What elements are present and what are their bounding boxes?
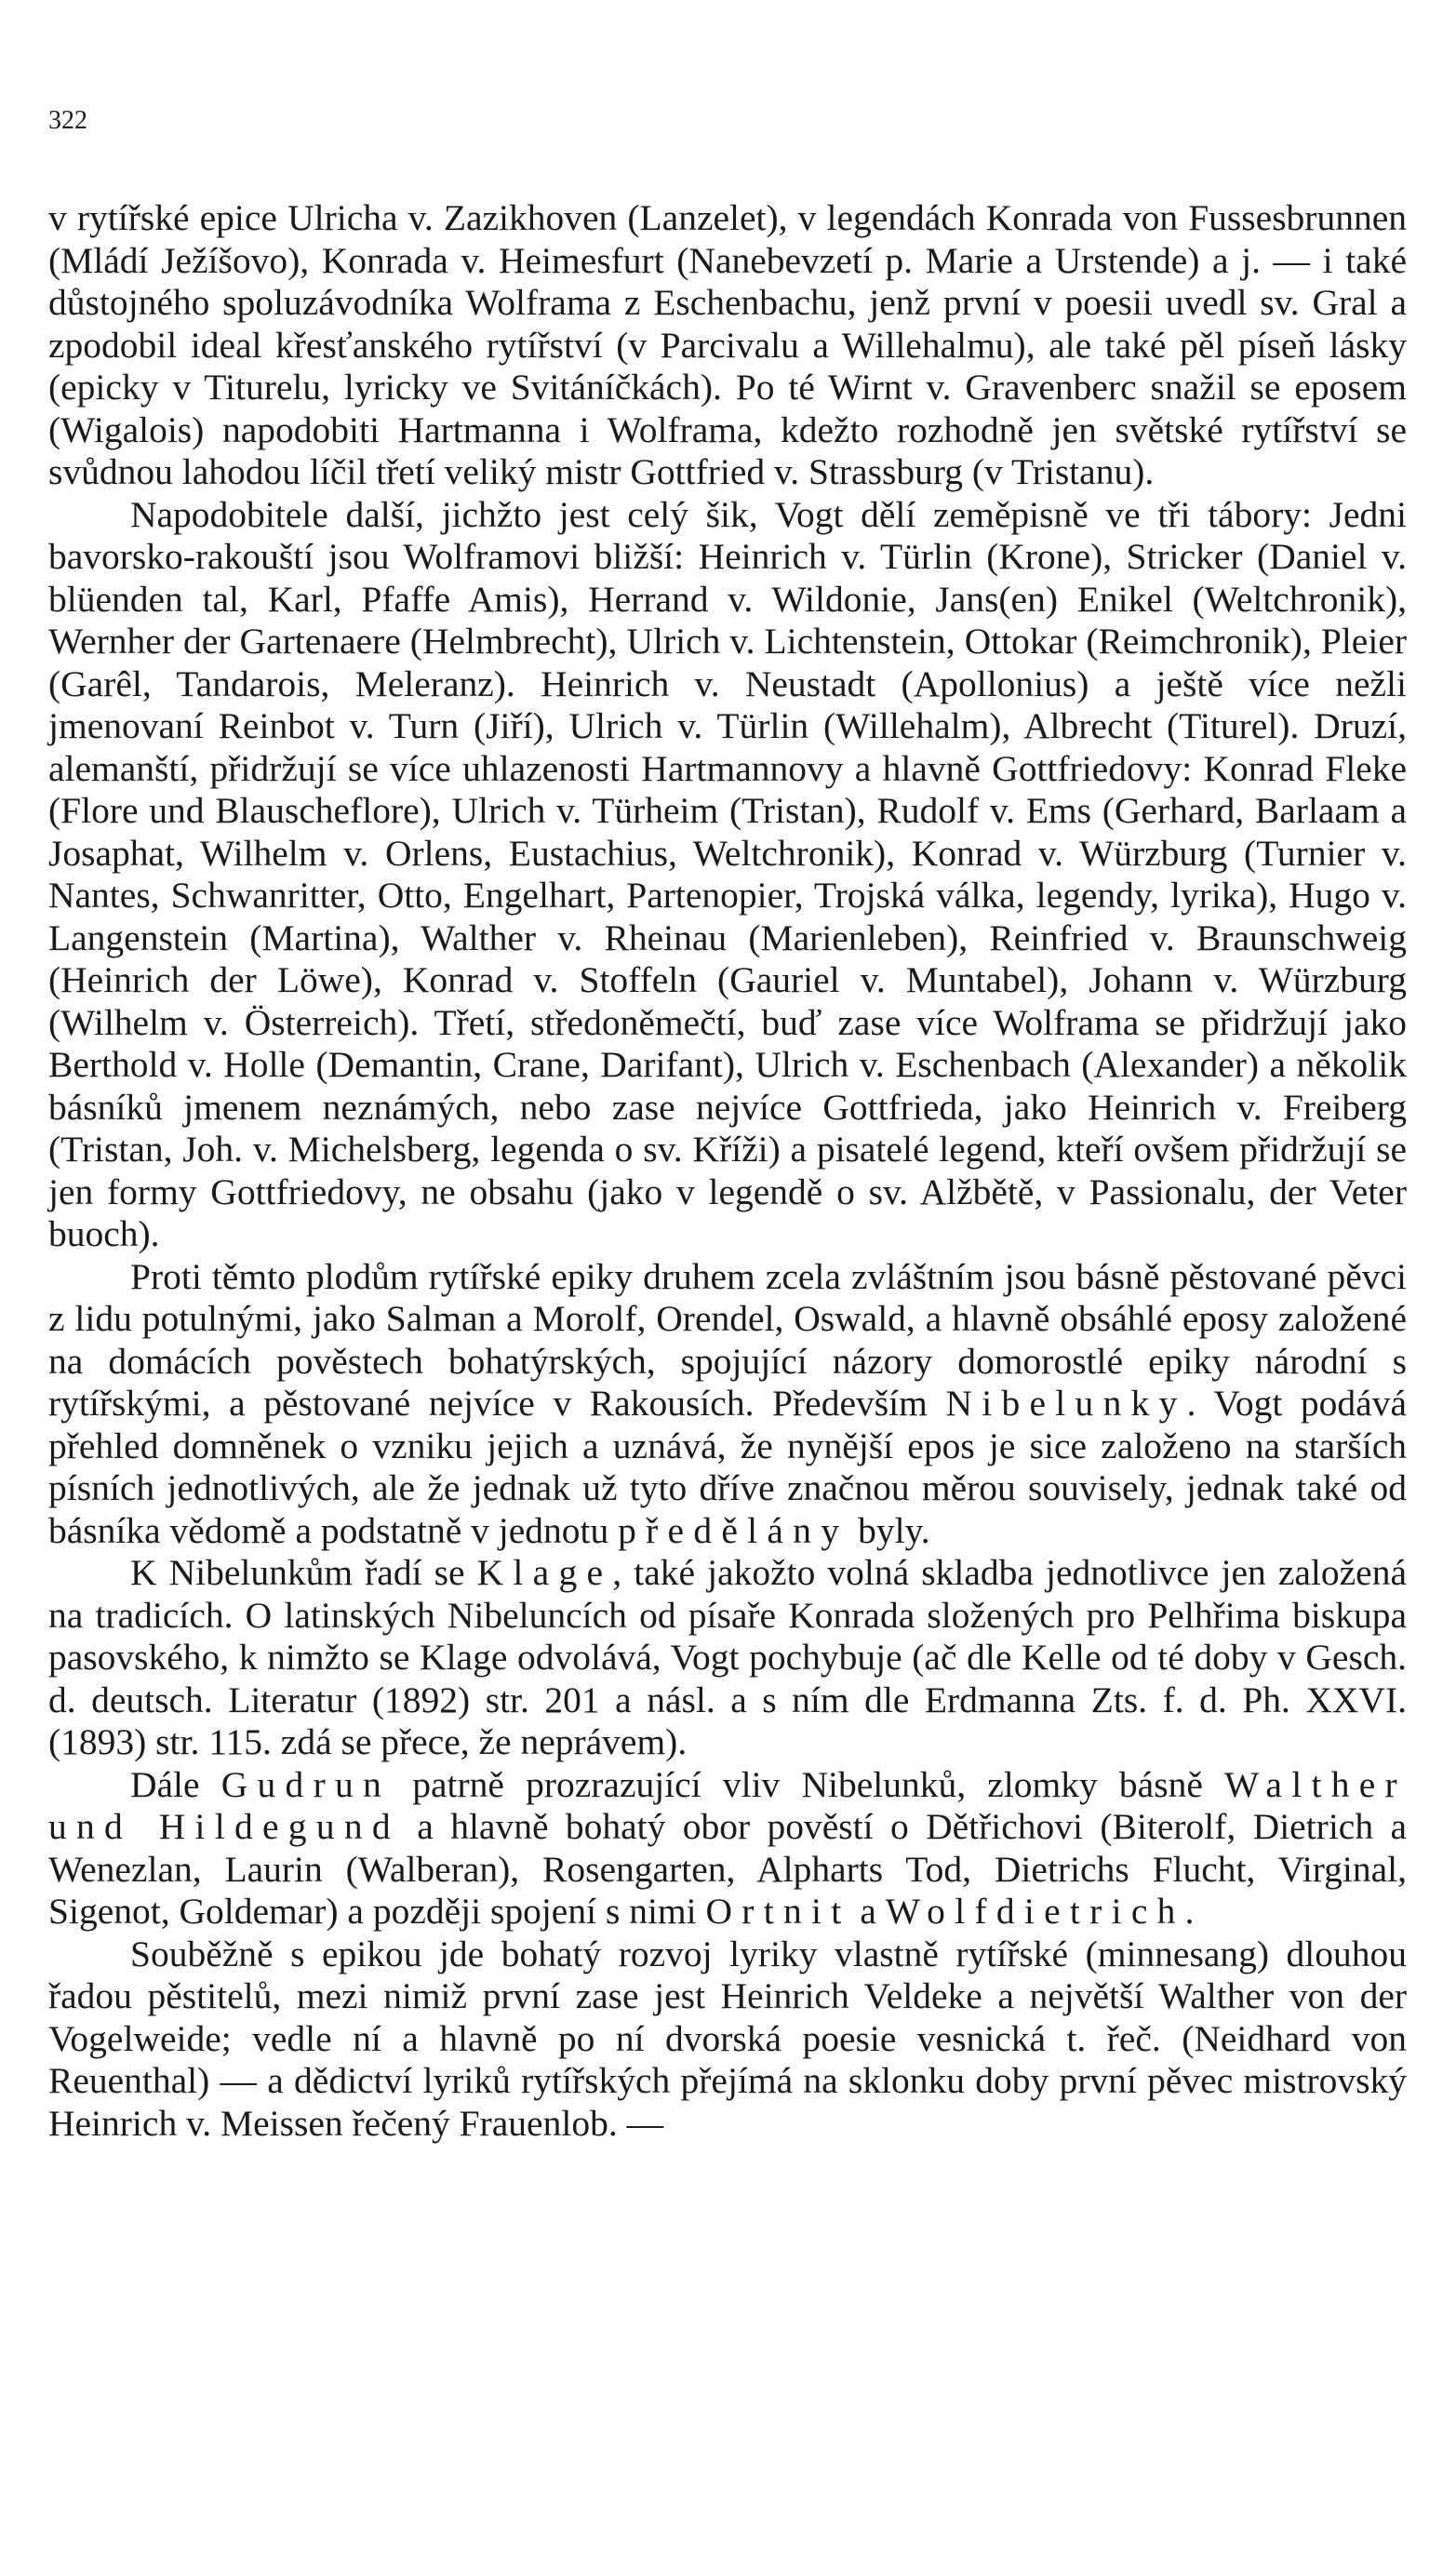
text-run: . [1184,1891,1195,1932]
paragraph [48,197,1407,494]
spaced-emphasis: Ortnit [705,1891,851,1932]
text-run: a hlavně bohatý obor pověstí o Dětřichovi (Biterolf, Dietrich a Wenezlan, Laurin (Walberan), Rosengarten, Alpharts Tod, Dietrichs Flucht, Virginal, Sigenot, Goldemar) a později spojení s nimi [48,1806,1407,1932]
text-run: Dále [130,1763,221,1805]
page-number: 322 [48,106,87,135]
paragraph [48,494,1407,1256]
text-run: , také jakožto volná skladba jednotlivce jen založená na tradicích. O latinských Nibeluncích od písaře Konrada složených pro Pelhřima biskupa pasovského, k nimžto se Klage odvolává, Vogt pochybuje (ač dle Kelle od té doby v Gesch. d. deutsch. Literatur (1892) str. 201 a násl. a s ním dle Erdmanna Zts. f. d. Ph. XXVI. (1893) str. 115. zdá se přece, že neprávem). [48,1552,1407,1762]
text-run: a [850,1891,886,1932]
paragraph [48,1933,1407,2146]
spaced-emphasis: Walther und Hildegund [48,1763,1407,1847]
text-run: v rytířské epice Ulricha v. Zazikhoven (Lanzelet), v legendách Konrada von Fussesbrunnen (Mládí Ježíšovo), Konrada v. Heimesfurt (Nanebevzetí p. Marie a Urstende) a j. — i také důstojného spoluzávodníka Wolframa z Eschenbachu, jenž první v poesii uvedl sv. Gral a zpodobil ideal křesťanského rytířství (v Parcivalu a Willehalmu), ale také pěl píseň lásky (epicky v Titurelu, lyricky ve Svitáníčkách). Po té Wirnt v. Gravenberc snažil se eposem (Wigalois) napodobiti Hartmanna i Wolframa, kdežto rozhodně jen světské rytířství se svůdnou lahodou líčil třetí veliký mistr Gottfried v. Strassburg (v Tristanu). [48,197,1407,492]
spaced-emphasis: předělány [618,1509,849,1551]
paragraph [48,1764,1407,1933]
text-run: K Nibelunkům řadí se [130,1552,477,1593]
text-run: patrně prozrazující vliv Nibelunků, zlomky básně [391,1763,1225,1805]
spaced-emphasis: Wolfdietrich [885,1891,1185,1932]
text-run: byly. [848,1509,930,1551]
spaced-emphasis: Gudrun [220,1763,392,1805]
paragraph [48,1256,1407,1553]
spaced-emphasis: Klage [476,1552,613,1593]
paragraph [48,1552,1407,1764]
text-run: . Vogt podává přehled domněnek o vzniku jejich a uznává, že nynější epos je sice založeno na starších písních jednotlivých, ale že jednak už tyto dříve značnou měrou souvisely, jednak také od básníka vědomě a podstatně v jednotu [48,1383,1407,1551]
text-run: Proti těmto plodům rytířské epiky druhem zcela zvláštním jsou básně pěstované pěvci z lidu potulnými, jako Salman a Morolf, Orendel, Oswald, a hlavně obsáhlé eposy založené na domácích pověstech bohatýrských, spojující názory domorostlé epiky národní s rytířskými, a pěstované nejvíce v Rakousích. Především [48,1255,1407,1424]
spaced-emphasis: Nibelunky [945,1383,1187,1424]
body-text [48,197,1407,2145]
text-run: Souběžně s epikou jde bohatý rozvoj lyriky vlastně rytířské (minnesang) dlouhou řadou pěstitelů, mezi nimiž první zase jest Heinrich Veldeke a největší Walther von der Vogelweide; vedle ní a hlavně po ní dvorská poesie vesnická t. řeč. (Neidhard von Reuenthal) — a dědictví lyriků rytířských přejímá na sklonku doby první pěvec mistrovský Heinrich v. Meissen řečený Frauenlob. — [48,1933,1407,2144]
text-run: Napodobitele další, jichžto jest celý šik, Vogt dělí zeměpisně ve tři tábory: Jedni bavorsko-rakouští jsou Wolframovi bližší: Heinrich v. Türlin (Krone), Stricker (Daniel v. blüenden tal, Karl, Pfaffe Amis), Herrand v. Wildonie, Jans(en) Enikel (Weltchronik), Wernher der Gartenaere (Helmbrecht), Ulrich v. Lichtenstein, Ottokar (Reimchronik), Pleier (Garêl, Tandarois, Meleranz). Heinrich v. Neustadt (Apollonius) a ještě více nežli jmenovaní Reinbot v. Turn (Jiří), Ulrich v. Türlin (Willehalm), Albrecht (Titurel). Druzí, alemanští, přidržují se více uhlazenosti Hartmannovy a hlavně Gottfriedovy: Konrad Fleke (Flore und Blauscheflore), Ulrich v. Türheim (Tristan), Rudolf v. Ems (Gerhard, Barlaam a Josaphat, Wilhelm v. Orlens, Eustachius, Weltchronik), Konrad v. Würzburg (Turnier v. Nantes, Schwanritter, Otto, Engelhart, Partenopier, Trojská válka, legendy, lyrika), Hugo v. Langenstein (Martina), Walther v. Rheinau (Marienleben), Reinfried v. Braunschweig (Heinrich der Löwe), Konrad v. Stoffeln (Gauriel v. Muntabel), Johann v. Würzburg (Wilhelm v. Österreich). Třetí, středoněmečtí, buď zase více Wolframa se přidržují jako Berthold v. Holle (Demantin, Crane, Darifant), Ulrich v. Eschenbach (Alexander) a několik básníků jmenem neznámých, nebo zase nejvíce Gottfrieda, jako Heinrich v. Freiberg (Tristan, Joh. v. Michelsberg, legenda o sv. Kříži) a pisatelé legend, kteří ovšem přidržují se jen formy Gottfriedovy, ne obsahu (jako v legendě o sv. Alžbětě, v Passionalu, der Veter buoch). [48,493,1407,1254]
